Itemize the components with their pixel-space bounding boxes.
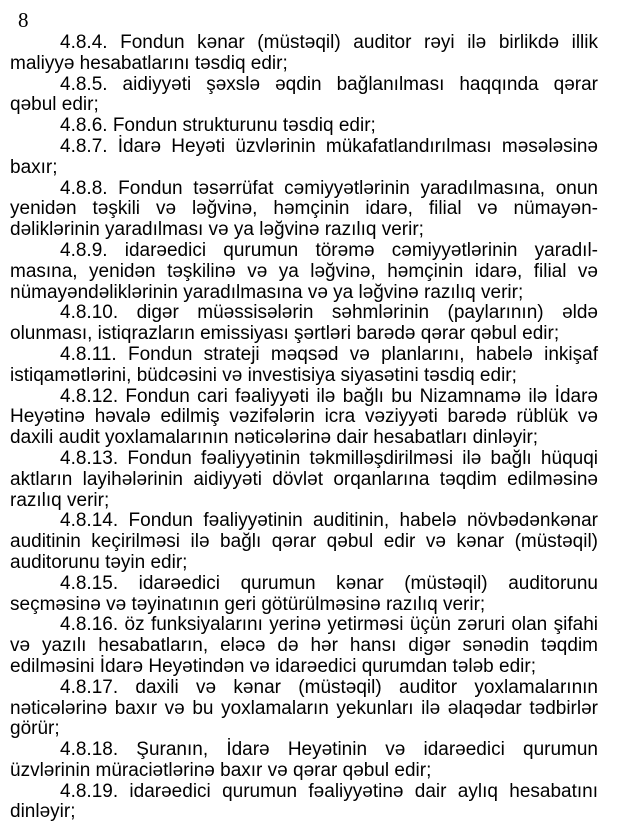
clause-paragraph [10, 33, 598, 75]
clause-paragraph [10, 740, 598, 782]
text-line: 4.8.5. aidiyyəti şəxslə əqdin bağlanılması haqqında qərar [60, 73, 598, 95]
text-line: 4.8.7. İdarə Heyəti üzvlərinin mükafatlandırılması məsələsinə [60, 135, 598, 157]
clause-paragraph [10, 615, 598, 677]
text-line: 4.8.16. öz funksiyalarını yerinə yetirməsi üçün zəruri olan şifahi [60, 614, 598, 636]
text-line: seçməsinə və təyinatının geri götürülməsinə razılıq verir; [10, 593, 486, 615]
clause-paragraph [10, 387, 598, 449]
clause-paragraph [10, 449, 598, 511]
text-line: edilməsini İdarə Heyətindən və idarəedici qurumdan tələb edir; [10, 655, 536, 677]
clause-paragraph [10, 137, 598, 179]
text-line: 4.8.9. idarəedici qurumun törəmə cəmiyyətlərinin yaradıl- [60, 239, 598, 261]
text-line: və yazılı hesabatların, eləcə də hər hansı digər sənədin təqdim [10, 635, 598, 657]
text-line: daxili audit yoxlamalarının nəticələrinə dair hesabatları dinləyir; [10, 427, 539, 449]
document-body [10, 33, 598, 823]
clause-paragraph [10, 75, 598, 117]
text-line: 4.8.12. Fondun cari fəaliyyəti ilə bağlı bu Nizamnamə ilə İdarə [60, 385, 598, 407]
text-line: Heyətinə həvalə edilmiş vəzifələrin icra vəziyyəti barədə rüblük və [10, 406, 598, 428]
text-line: 4.8.11. Fondun strateji məqsəd və planlarını, habelə inkişaf [60, 343, 598, 365]
clause-paragraph [10, 303, 598, 345]
text-line: görür; [10, 718, 60, 740]
text-line: razılıq verir; [10, 489, 110, 511]
text-line: maliyyə hesabatlarını təsdiq edir; [10, 52, 288, 74]
text-line: dinləyir; [10, 801, 76, 823]
clause-paragraph [10, 511, 598, 573]
clause-paragraph [10, 782, 598, 824]
text-line: 4.8.4. Fondun kənar (müstəqil) auditor rəyi ilə birlikdə illik [60, 32, 598, 53]
clause-paragraph [10, 241, 598, 303]
text-line: nəticələrinə baxır və bu yoxlamaların yekunları ilə əlaqədar tədbirlər [10, 697, 598, 719]
text-line: qəbul edir; [10, 94, 99, 116]
text-line: auditorunu təyin edir; [10, 551, 188, 573]
text-line: yenidən təşkili və ləğvinə, həmçinin idarə, filial və nümayən- [10, 198, 598, 220]
text-line: istiqamətlərini, büdcəsini və investisiya siyasətini təsdiq edir; [10, 364, 517, 386]
text-line: 4.8.15. idarəedici qurumun kənar (müstəqil) auditorunu [60, 572, 598, 594]
clause-paragraph [10, 678, 598, 740]
text-line: 4.8.14. Fondun fəaliyyətinin auditinin, habelə növbədənkənar [60, 510, 598, 532]
text-line: üzvlərinin müraciətlərinə baxır və qərar qəbul edir; [10, 759, 432, 781]
text-line: 4.8.19. idarəedici qurumun fəaliyyətinə dair aylıq hesabatını [60, 780, 598, 802]
page-number: 8 [18, 8, 29, 32]
clause-paragraph [10, 345, 598, 387]
text-line: nümayəndəliklərinin yaradılmasına və ya ləğvinə razılıq verir; [10, 281, 524, 303]
text-line: baxır; [10, 156, 58, 178]
text-line: 4.8.6. Fondun strukturunu təsdiq edir; [60, 115, 376, 137]
text-line: aktların layihələrinin aidiyyəti dövlət orqanlarına təqdim edilməsinə [10, 468, 598, 490]
clause-paragraph [10, 574, 598, 616]
text-line: 4.8.10. digər müəssisələrin səhmlərinin (paylarının) əldə [60, 302, 598, 324]
clause-paragraph [10, 179, 598, 241]
text-line: auditinin keçirilməsi ilə bağlı qərar qəbul edir və kənar (müstəqil) [10, 531, 598, 553]
text-line: 4.8.18. Şuranın, İdarə Heyətinin və idarəedici qurumun [60, 739, 598, 761]
text-line: 4.8.13. Fondun fəaliyyətinin təkmilləşdirilməsi ilə bağlı hüquqi [60, 447, 598, 469]
clause-paragraph [10, 116, 598, 137]
text-line: dəliklərinin yaradılması və ya ləğvinə razılıq verir; [10, 219, 424, 241]
text-line: 4.8.8. Fondun təsərrüfat cəmiyyətlərinin yaradılmasına, onun [60, 177, 598, 199]
text-line: 4.8.17. daxili və kənar (müstəqil) auditor yoxlamalarının [60, 676, 598, 698]
text-line: olunması, istiqrazların emissiyası şərtləri barədə qərar qəbul edir; [10, 323, 560, 345]
text-line: masına, yenidən təşkilinə və ya ləğvinə, həmçinin idarə, filial və [10, 260, 598, 282]
